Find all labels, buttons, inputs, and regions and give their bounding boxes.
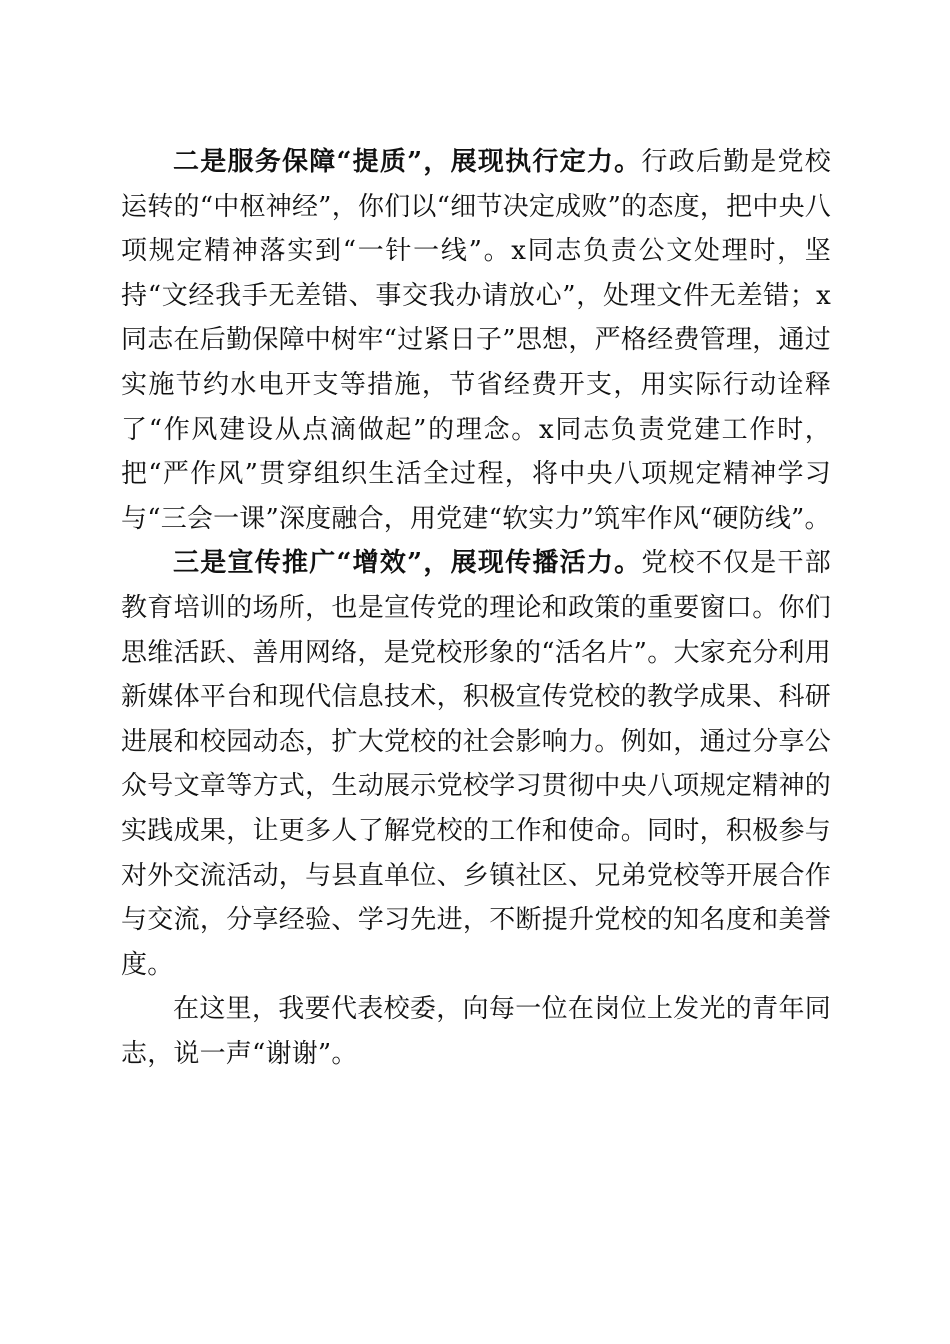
paragraph-body-text: 在这里，我要代表校委，向每一位在岗位上发光的青年同志，说一声“谢谢”。 [121, 994, 831, 1069]
paragraph-publicity [121, 541, 831, 987]
document-page [121, 140, 831, 1076]
paragraph-body-text: 党校不仅是干部教育培训的场所，也是宣传党的理论和政策的重要窗口。你们思维活跃、善用网络，是党校形象的“活名片”。大家充分利用新媒体平台和现代信息技术，积极宣传党校的教学成果、科研进展和校园动态，扩大党校的社会影响力。例如，通过分享公众号文章等方式，生动展示党校学习贯彻中央八项规定精神的实践成果，让更多人了解党校的工作和使命。同时，积极参与对外交流活动，与县直单位、乡镇社区、兄弟党校等开展合作与交流，分享经验、学习先进，不断提升党校的知名度和美誉度。 [121, 548, 831, 980]
paragraph-lead-heading: 三是宣传推广“增效”，展现传播活力。 [173, 548, 642, 579]
paragraph-body-text: 行政后勤是党校运转的“中枢神经”，你们以“细节决定成败”的态度，把中央八项规定精神落实到“一针一线”。x同志负责公文处理时，坚持“文经我手无差错、事交我办请放心”，处理文件无差错；x同志在后勤保障中树牢“过紧日子”思想，严格经费管理，通过实施节约水电开支等措施，节省经费开支，用实际行动诠释了“作风建设从点滴做起”的理念。x同志负责党建工作时，把“严作风”贯穿组织生活全过程，将中央八项规定精神学习与“三会一课”深度融合，用党建“软实力”筑牢作风“硬防线”。 [121, 147, 831, 534]
paragraph-lead-heading: 二是服务保障“提质”，展现执行定力。 [173, 147, 642, 177]
paragraph-thanks [121, 987, 831, 1076]
paragraph-service-guarantee [121, 140, 831, 541]
